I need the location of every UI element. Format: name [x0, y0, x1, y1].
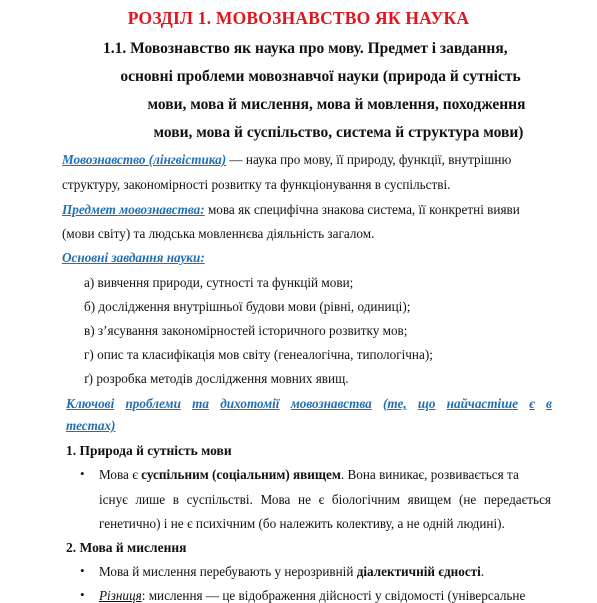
key-problems-heading-line-2: тестах): [66, 418, 116, 433]
bullet-icon: •: [80, 466, 85, 481]
problem-1-bullet-1-line-2: існує лише в суспільстві. Мова не є біологічним явищем (не передається: [99, 492, 551, 507]
section-title-line-1: 1.1. Мовознавство як наука про мову. Предмет і завдання,: [103, 40, 508, 57]
definition-term: Мовознавство (лінгвістика): [62, 152, 227, 167]
definition-text-2: структуру, закономірності розвитку та функціонування в суспільстві.: [62, 177, 451, 192]
section-title-line-2: основні проблеми мовознавчої науки (природа й сутність: [120, 68, 521, 85]
task-item-a: а) вивчення природи, сутності та функцій мови;: [84, 275, 354, 290]
task-item-g: ґ) розробка методів дослідження мовних явищ.: [84, 371, 349, 386]
subject-text-1: мова як специфічна знакова система, її конкретні вияви: [204, 202, 520, 217]
chapter-title: РОЗДІЛ 1. МОВОЗНАВСТВО ЯК НАУКА: [127, 8, 470, 28]
section-title-line-3: мови, мова й мислення, мова й мовлення, походження: [147, 96, 526, 113]
task-item-b: б) дослідження внутрішньої будови мови (рівні, одиниці);: [84, 299, 411, 314]
task-item-h: г) опис та класифікація мов світу (генеалогічна, типологічна);: [84, 347, 433, 362]
tasks-heading: Основні завдання науки:: [62, 250, 205, 265]
problem-2-heading: 2. Мова й мислення: [66, 540, 187, 555]
difference-term: Різниця: [99, 588, 142, 603]
problem-1-heading: 1. Природа й сутність мови: [66, 443, 232, 458]
section-title-line-4: мови, мова й суспільство, система й структура мови): [153, 124, 524, 141]
problem-2-bullet-1: Мова й мислення перебувають у нерозривній діалектичній єдності.: [99, 564, 485, 579]
problem-1-bullet-1-line-3: генетично) і не є психічним (бо належить колективу, а не одній людині).: [99, 516, 505, 531]
problem-2-bullet-2: Різниця: мислення — це відображення дійсності у свідомості (універсальне: [99, 588, 526, 603]
subject-text-2: (мови світу) та людська мовленнєва діяльність загалом.: [62, 226, 375, 241]
subject-term: Предмет мовознавства:: [62, 202, 205, 217]
bullet-icon: •: [80, 563, 85, 578]
task-item-v: в) з’ясування закономірностей історичного розвитку мов;: [84, 323, 408, 338]
key-problems-heading: Ключові проблеми та дихотомії мовознавства (те, що найчастіше є в: [66, 396, 552, 411]
definition-text-1: — наука про мову, її природу, функції, внутрішню: [226, 152, 512, 167]
subject-line-1: [62, 203, 520, 216]
bullet-icon: •: [80, 587, 85, 602]
problem-1-bullet-1-line-1: Мова є суспільним (соціальним) явищем. Вона виникає, розвивається та: [99, 467, 519, 482]
definition-line-1: [62, 153, 511, 166]
